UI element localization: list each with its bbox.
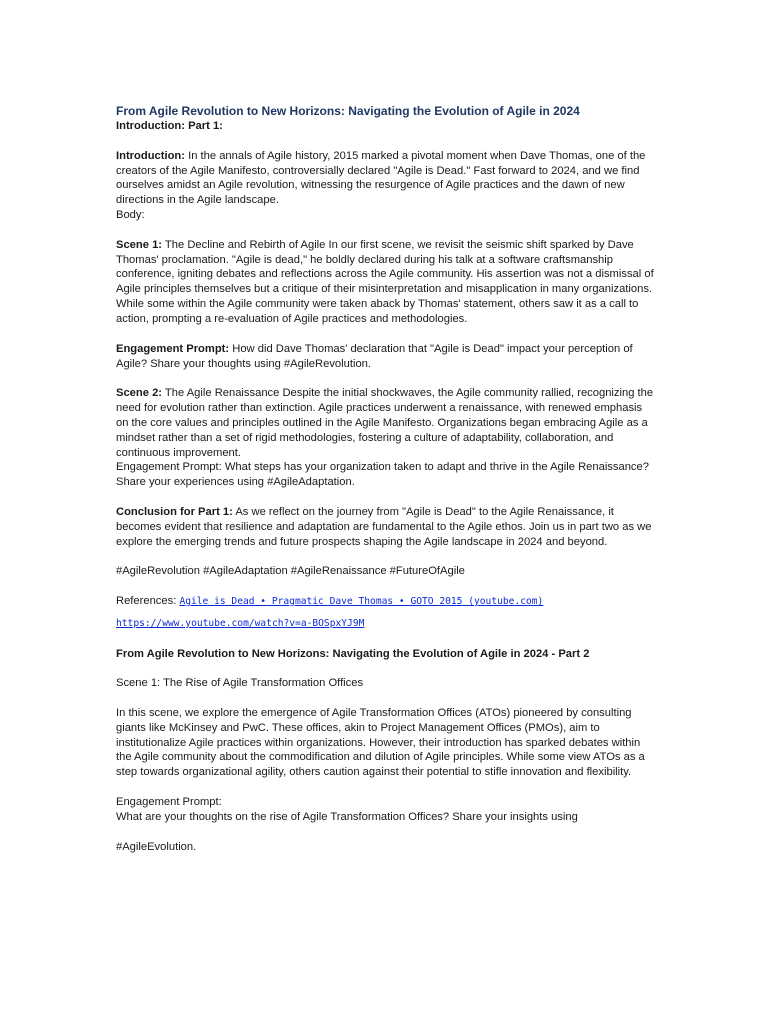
- scene1-paragraph: [116, 238, 656, 327]
- engagement2-paragraph: Engagement Prompt: What steps has your organization taken to adapt and thrive in the Agile Renaissance? Share your experiences using #AgileAdaptation.: [116, 461, 649, 489]
- body-label: Body:: [116, 209, 145, 222]
- intro-label: Introduction:: [116, 149, 185, 162]
- engagement1-label: Engagement Prompt:: [116, 342, 230, 355]
- intro-heading: Introduction: Part 1:: [116, 120, 223, 132]
- scene2-text: The Agile Renaissance Despite the initial shockwaves, the Agile community rallied, recognizing the need for evolution rather than extinction. Agile practices underwent a renaissance, with renewed emphasis on the core values and principles outlined in the Agile Manifesto. Organizations began embracing Agile as a mindset rather than a set of rigid methodologies, fostering a culture of adaptability, collaboration, and continuous improvement.: [116, 387, 654, 459]
- reference-url-link[interactable]: https://www.youtube.com/watch?v=a-BOSpxYJ9M: [116, 617, 365, 629]
- document-page: [116, 104, 656, 854]
- part2-scene1-heading: Scene 1: The Rise of Agile Transformation Offices: [116, 677, 364, 690]
- references: [116, 594, 656, 610]
- references-label: References:: [116, 595, 180, 607]
- part2-scene1-paragraph: In this scene, we explore the emergence of Agile Transformation Offices (ATOs) pioneered by consulting giants like McKinsey and PwC. These offices, akin to Project Management Offices (PMOs), aim to institutionalize Agile practices within organizations. However, their introduction has sparked debates within the Agile community about the commodification and dilution of Agile principles. While some view ATOs as a step towards organizational agility, others caution against their potential to stifle innovation and flexibility.: [116, 706, 645, 779]
- engagement1-paragraph: [116, 342, 656, 372]
- intro-text: In the annals of Agile history, 2015 marked a pivotal moment when Dave Thomas, one of the creators of the Agile Manifesto, controversially declared "Agile is Dead." Fast forward to 2024, and we find ourselves amidst an Agile revolution, witnessing the resurgence of Agile practices and the dawn of new directions in the Agile landscape.: [116, 149, 646, 207]
- scene1-label: Scene 1:: [116, 238, 163, 251]
- part2-engagement-text: What are your thoughts on the rise of Agile Transformation Offices? Share your insights using: [116, 810, 578, 823]
- part2-hashtag: #AgileEvolution.: [116, 840, 197, 853]
- conclusion-text: As we reflect on the journey from "Agile is Dead" to the Agile Renaissance, it becomes evident that resilience and adaptation are fundamental to the Agile ethos. Join us in part two as we explore the emerging trends and future prospects shaping the Agile landscape in 2024 and beyond.: [116, 505, 652, 548]
- scene1-text: The Decline and Rebirth of Agile In our first scene, we revisit the seismic shift sparked by Dave Thomas' proclamation. "Agile is dead," he boldly declared during his talk at a software craftsmanship conference, igniting debates and reflections across the Agile community. His assertion was not a dismissal of Agile principles themselves but a critique of their misinterpretation and misapplication in many organizations. While some within the Agile community were taken aback by Thomas' statement, others saw it as a call to action, prompting a re-evaluation of Agile practices and methodologies.: [116, 238, 654, 325]
- reference-link[interactable]: Agile is Dead • Pragmatic Dave Thomas • GOTO 2015 (youtube.com): [179, 596, 544, 607]
- document-title: From Agile Revolution to New Horizons: Navigating the Evolution of Agile in 2024: [116, 104, 580, 118]
- reference-url-paragraph: [116, 616, 656, 632]
- conclusion-paragraph: [116, 505, 656, 550]
- hashtags: #AgileRevolution #AgileAdaptation #AgileRenaissance #FutureOfAgile: [116, 565, 465, 578]
- part2-engagement-label: Engagement Prompt:: [116, 795, 222, 808]
- conclusion-label: Conclusion for Part 1:: [116, 505, 233, 518]
- engagement1-text: How did Dave Thomas' declaration that "Agile is Dead" impact your perception of Agile? Share your thoughts using #AgileRevolution.: [116, 342, 633, 370]
- part2-title: From Agile Revolution to New Horizons: Navigating the Evolution of Agile in 2024 - Part 2: [116, 647, 590, 660]
- scene2-paragraph: [116, 386, 656, 460]
- intro-paragraph: [116, 149, 656, 208]
- scene2-label: Scene 2:: [116, 387, 163, 400]
